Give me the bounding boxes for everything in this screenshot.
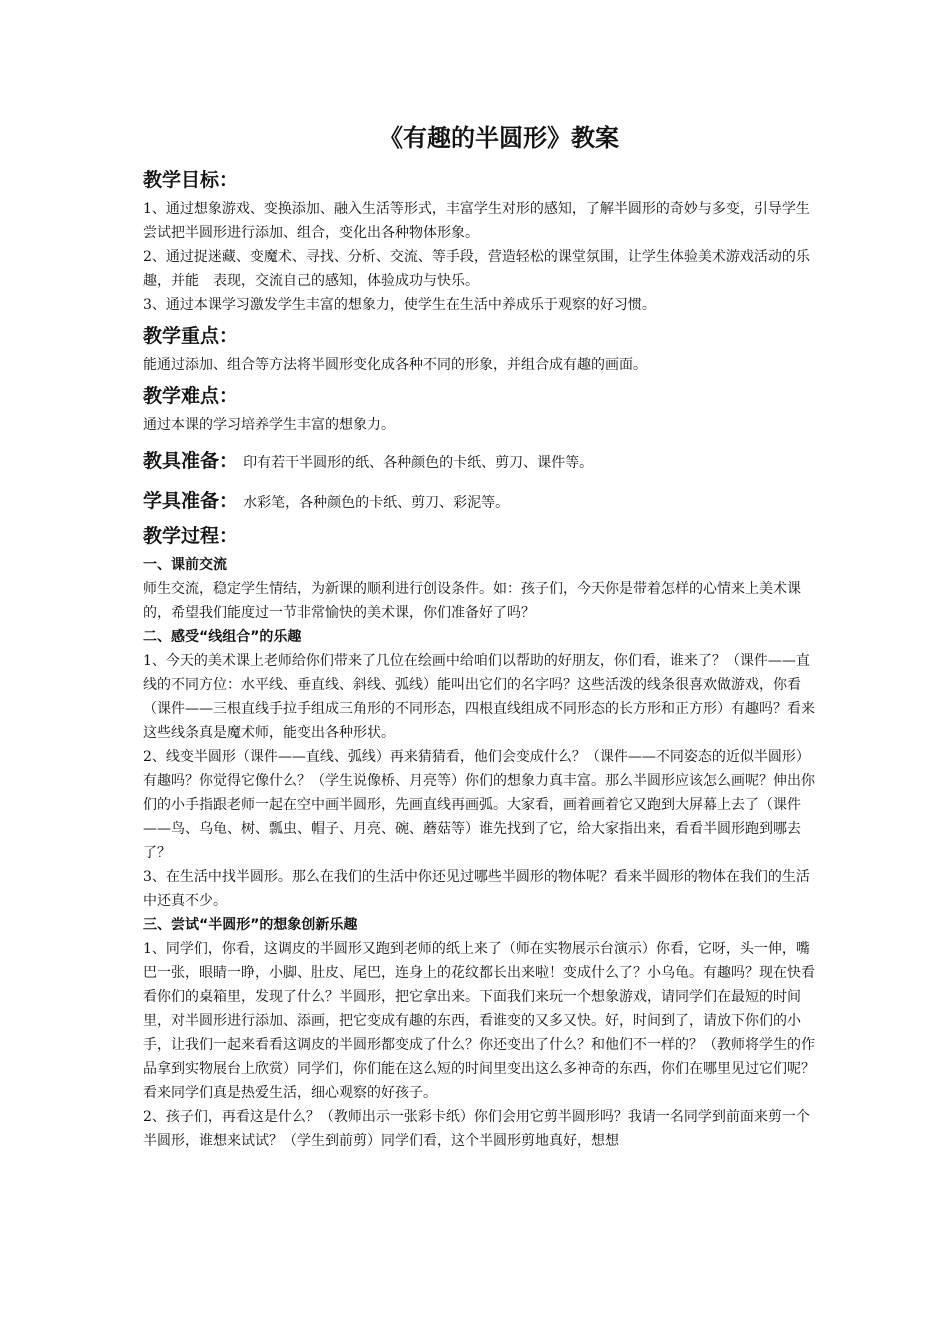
goal-item-2: 2、通过捉迷藏、变魔术、寻找、分析、交流、等手段，营造轻松的课堂氛围，让学生体验美术游戏活动的乐趣，并能 表现，交流自己的感知，体验成功与快乐。 xyxy=(143,249,810,289)
key-point-text: 能通过添加、组合等方法将半圆形变化成各种不同的形象，并组合成有趣的画面。 xyxy=(143,357,647,373)
goals-heading: 教学目标： xyxy=(143,169,239,191)
teacher-prep-text: 印有若干半圆形的纸、各种颜色的卡纸、剪刀、课件等。 xyxy=(243,455,594,471)
section-2-para-3: 3、在生活中找半圆形。那么在我们的生活中你还见过哪些半圆形的物体呢？看来半圆形的物体在我们的生活中还真不少。 xyxy=(143,869,810,909)
section-3-para-1: 1、同学们，你看，这调皮的半圆形又跑到老师的纸上来了（师在实物展示台演示）你看，它呀，头一伸，嘴巴一张，眼睛一睁，小脚、肚皮、尾巴，连身上的花纹都长出来啦！变成什么了？小乌龟。有趣吗？现在快看看你们的桌箱里，发现了什么？半圆形，把它拿出来。下面我们来玩一个想象游戏，请同学们在最短的时间里，对半圆形进行添加、添画，把它变成有趣的东西，看谁变的又多又快。好，时间到了，请放下你们的小手，让我们一起来看看这调皮的半圆形都变成了什么？你还变出了什么？和他们不一样的？（教师将学生的作品拿到实物展台上欣赏）同学们，你们能在这么短的时间里变出这么多神奇的东西，你们在哪里见过它们呢？看来同学们真是热爱生活，细心观察的好孩子。 xyxy=(143,941,815,1101)
student-prep-text: 水彩笔，各种颜色的卡纸、剪刀、彩泥等。 xyxy=(243,495,510,511)
document-page xyxy=(143,118,815,1153)
section-1-title: 一、课前交流 xyxy=(143,557,227,573)
difficulty-heading: 教学难点： xyxy=(143,385,239,407)
teacher-prep-heading: 教具准备： xyxy=(143,450,239,472)
student-prep-line xyxy=(143,487,815,517)
section-2-para-2: 2、线变半圆形（课件——直线、弧线）再来猜猜看，他们会变成什么？（课件——不同姿态的近似半圆形）有趣吗？你觉得它像什么？（学生说像桥、月亮等）你们的想象力真丰富。那么半圆形应该怎么画呢？伸出你们的小手指跟老师一起在空中画半圆形，先画直线再画弧。大家看，画着画着它又跑到大屏幕上去了（课件——鸟、乌龟、树、瓢虫、帽子、月亮、碗、蘑菇等）谁先找到了它，给大家指出来，看看半圆形跑到哪去了？ xyxy=(143,749,815,861)
process-heading: 教学过程： xyxy=(143,525,239,547)
section-1-para-1: 师生交流，稳定学生情结，为新课的顺利进行创设条件。如：孩子们，今天你是带着怎样的心情来上美术课的，希望我们能度过一节非常愉快的美术课，你们准备好了吗？ xyxy=(143,581,801,621)
document-title: 《有趣的半圆形》教案 xyxy=(379,123,619,152)
difficulty-text: 通过本课的学习培养学生丰富的想象力。 xyxy=(143,417,395,433)
section-3-title: 三、尝试“半圆形”的想象创新乐趣 xyxy=(143,917,358,933)
key-point-heading: 教学重点： xyxy=(143,325,239,347)
student-prep-heading: 学具准备： xyxy=(143,490,239,512)
goal-item-1: 1、通过想象游戏、变换添加、融入生活等形式，丰富学生对形的感知，了解半圆形的奇妙与多变，引导学生尝试把半圆形进行添加、组合，变化出各种物体形象。 xyxy=(143,201,810,241)
section-2-title: 二、感受“线组合”的乐趣 xyxy=(143,629,302,645)
section-3-para-2: 2、孩子们，再看这是什么？（教师出示一张彩卡纸）你们会用它剪半圆形吗？我请一名同学到前面来剪一个半圆形，谁想来试试？（学生到前剪）同学们看，这个半圆形剪地真好，想想 xyxy=(143,1109,810,1149)
section-2-para-1: 1、今天的美术课上老师给你们带来了几位在绘画中给咱们以帮助的好朋友，你们看，谁来了？（课件——直线的不同方位：水平线、垂直线、斜线、弧线）能叫出它们的名字吗？这些活泼的线条很喜欢做游戏，你看（课件——三根直线手拉手组成三角形的不同形态，四根直线组成不同形态的长方形和正方形）有趣吗？看来这些线条真是魔术师，能变出各种形状。 xyxy=(143,653,815,741)
teacher-prep-line xyxy=(143,447,815,477)
goal-item-3: 3、通过本课学习激发学生丰富的想象力，使学生在生活中养成乐于观察的好习惯。 xyxy=(143,297,656,313)
